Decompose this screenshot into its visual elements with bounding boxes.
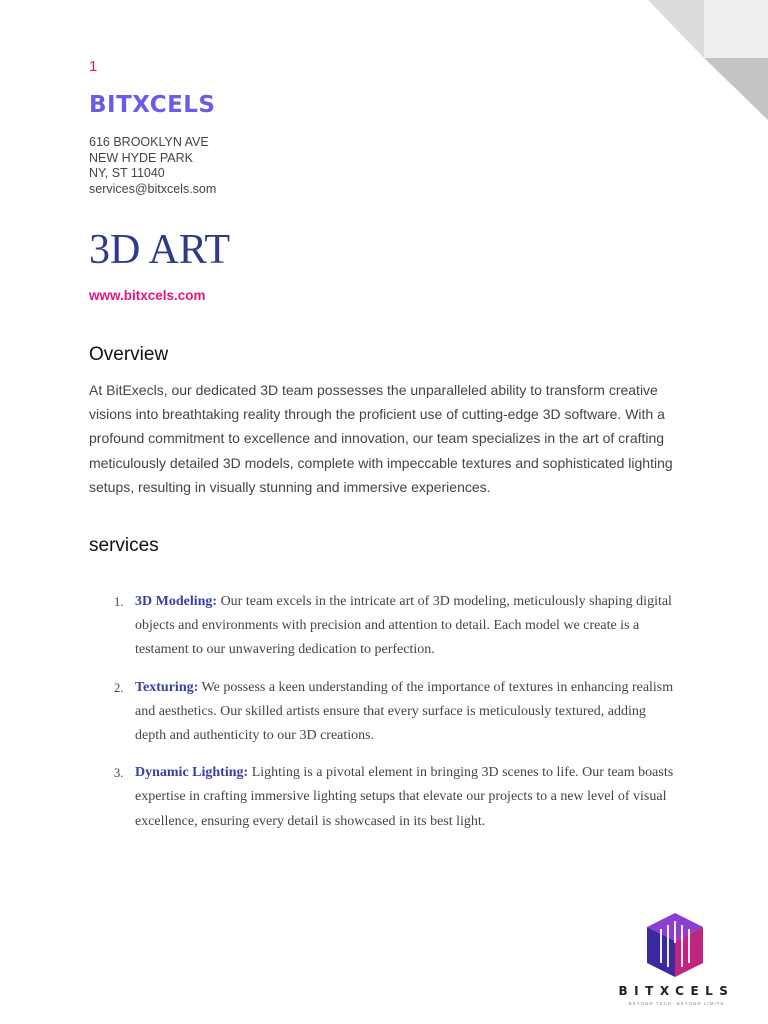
cube-logo-icon [647,913,703,977]
logo-wordmark: BITXCELS [618,984,735,998]
service-item-dynamic-lighting [110,761,675,834]
address-line: NY, ST 11040 [89,166,165,180]
overview-paragraph: At BitExecls, our dedicated 3D team possesses the unparalleled ability to transform creative visions into breathtaking reality through the proficient use of cutting-edge 3D software. With a profound commitment to excellence and innovation, our team specializes in the art of crafting meticulously detailed 3D models, complete with impeccable textures and sophisticated lighting setups, resulting in visually stunning and immersive experiences. [89,382,673,495]
logo-tagline: BEYOND TECH. BEYOND LIMITS [628,1001,725,1006]
document-title: 3D ART [89,227,230,273]
services-list [110,590,675,847]
page-number: 1 [89,58,98,75]
company-address [89,135,216,197]
service-description: Our team excels in the intricate art of 3D modeling, meticulously shaping digital objects and environments with precision and attention to detail. Each model we create is a testament to our unwavering dedication to perfection. [135,594,672,658]
service-description: We possess a keen understanding of the importance of textures in enhancing realism and aesthetics. Our skilled artists ensure that every surface is meticulously textured, adding depth and authenticity to our 3D creations. [135,679,674,744]
list-number: 1. [114,595,124,609]
service-term: 3D Modeling: [135,594,218,609]
company-email: services@bitxcels.som [89,181,217,196]
address-line: NEW HYDE PARK [89,150,193,165]
company-name: BITXCELS [89,92,216,118]
service-item-texturing [110,676,675,749]
service-item-3d-modeling [110,590,675,663]
service-term: Dynamic Lighting: [135,765,249,781]
service-description: Lighting is a pivotal element in bringing 3D scenes to life. Our team boasts expertise in crafting immersive lighting setups that elevate our projects to a new level of visual excellence, ensuring every detail is showcased in its best light. [135,765,674,829]
website-link[interactable]: www.bitxcels.com [89,288,206,303]
list-number: 2. [114,680,124,695]
services-heading: services [89,535,159,556]
page-corner-decoration [648,0,768,120]
overview-heading: Overview [89,344,169,365]
service-term: Texturing: [135,679,199,695]
list-number: 3. [114,766,124,781]
address-line: 616 BROOKLYN AVE [89,135,209,149]
